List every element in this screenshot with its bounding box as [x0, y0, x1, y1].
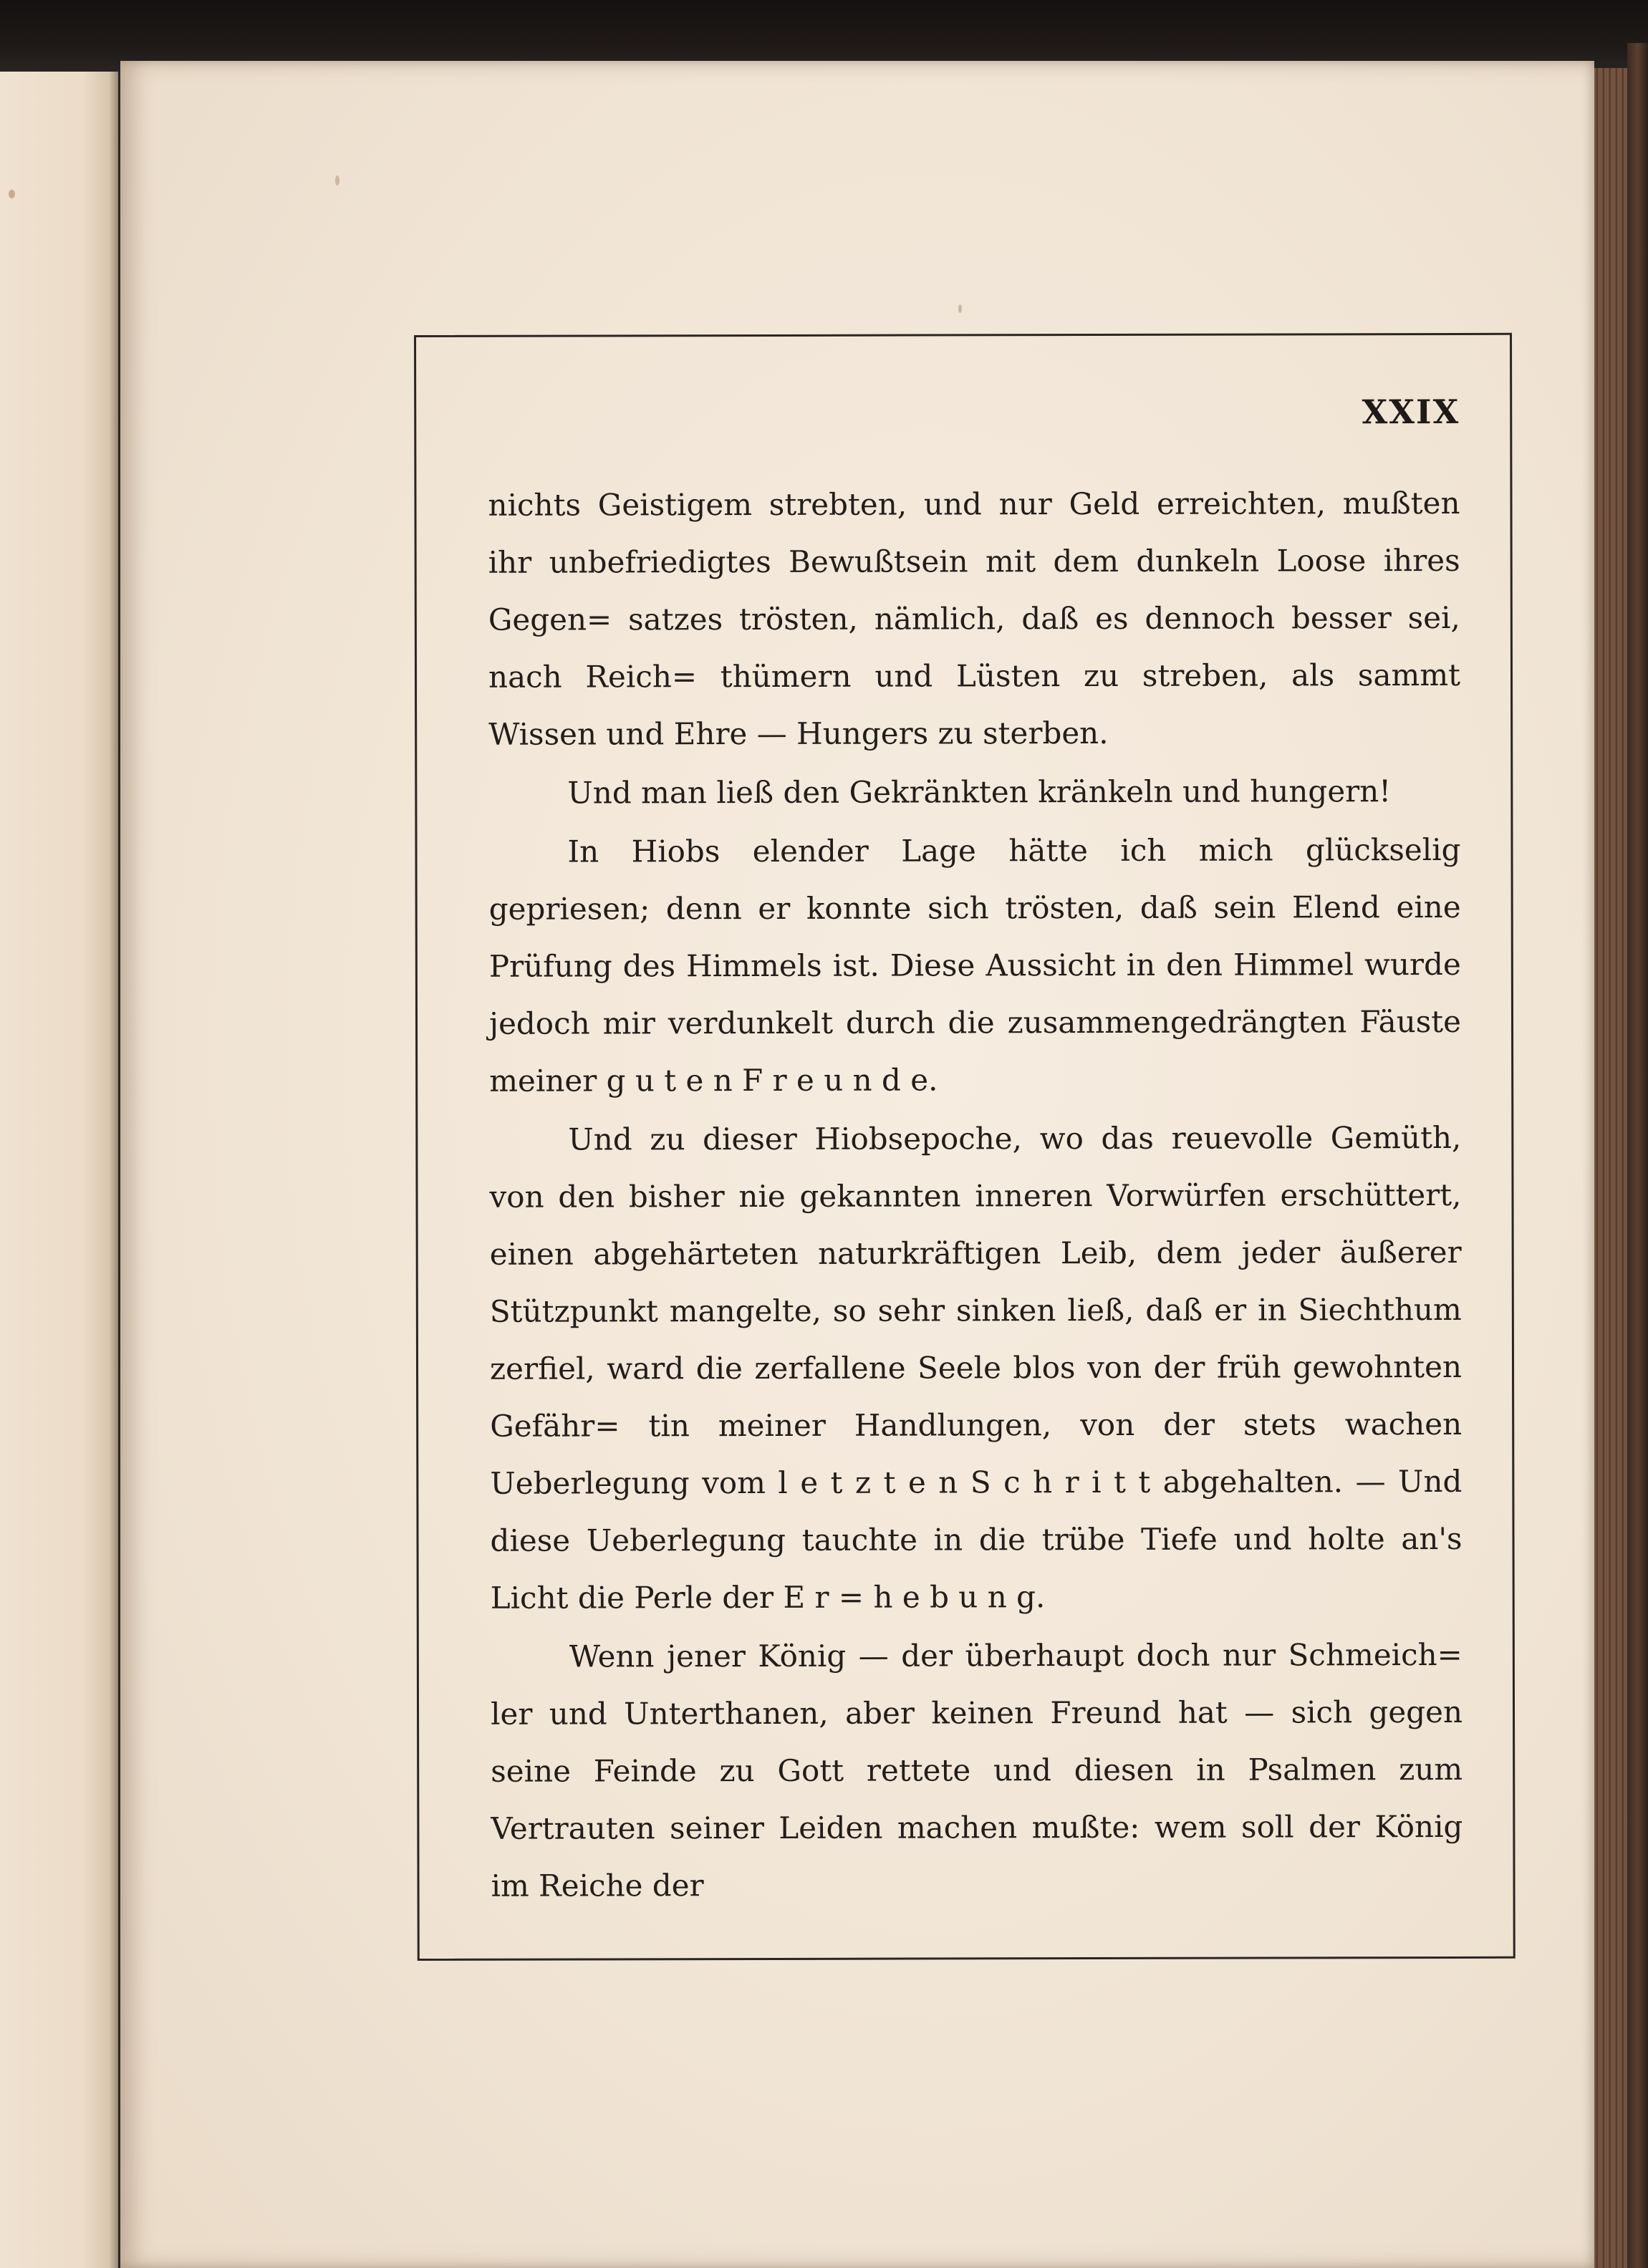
text-body [488, 475, 1463, 1915]
text-border-frame [414, 333, 1516, 1961]
paragraph-3: In Hiobs elender Lage hätte ich mich glückselig gepriesen; denn er konnte sich trösten, daß sein Elend eine Prüfung des Himmels ist. Diese Aussicht in den Himmel wurde jedoch mir verdunkelt durch die zusammengedrängten Fäuste meiner g u t e n F r e u n d e. [488, 831, 1462, 1099]
book-page [120, 61, 1594, 2268]
paragraph-2: Und man ließ den Gekränkten kränkeln und hungern! [567, 773, 1392, 811]
foxing-spot [335, 175, 339, 185]
paragraph-5: Wenn jener König — der überhaupt doch nur Schmeich= ler und Unterthanen, aber keinen Freund hat — sich gegen seine Feinde zu Gott rettete und diesen in Psalmen zum Vertrauten seiner Leiden machen mußte: wem soll der König im Reiche der [490, 1636, 1463, 1903]
previous-page-edge [0, 72, 118, 2268]
foxing-spot [958, 304, 962, 313]
page-number: XXIX [1362, 392, 1460, 432]
paragraph-1: nichts Geistigem strebten, und nur Geld erreichten, mußten ihr unbefriedigtes Bewußtsein mit dem dunkeln Loose ihres Gegen= satzes trösten, nämlich, daß es dennoch besser sei, nach Reich= thümern und Lüsten zu streben, als sammt Wissen und Ehre — Hungers zu sterben. [488, 485, 1461, 752]
paragraph-4: Und zu dieser Hiobsepoche, wo das reuevolle Gemüth, von den bisher nie gekannten inneren Vorwürfen erschüttert, einen abgehärteten naturkräftigen Leib, dem jeder äußerer Stützpunkt mangelte, so sehr sinken ließ, daß er in Siechthum zerfiel, ward die zerfallene Seele blos von der früh gewohnten Gefähr= tin meiner Handlungen, von der stets wachen Ueberlegung vom l e t z t e n S c h r i t t abgehalten. — Und diese Ueberlegung tauchte in die trübe Tiefe und holte an's Licht die Perle der E r = h e b u n g. [489, 1119, 1463, 1616]
book-cover-edge [1627, 43, 1648, 2268]
foxing-spot [9, 190, 15, 198]
